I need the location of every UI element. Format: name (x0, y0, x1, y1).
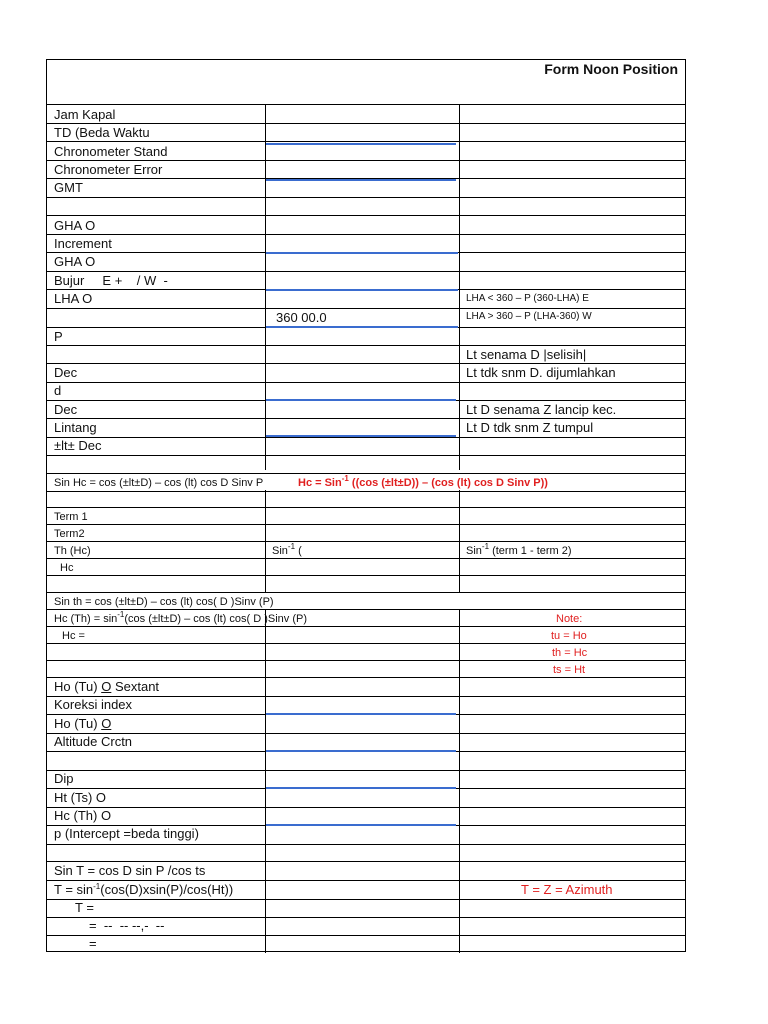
lha-constant-value: 360 00.0 (276, 310, 327, 325)
note-tu: tu = Ho (551, 630, 587, 642)
row-divider (47, 541, 685, 542)
sum-underline (266, 399, 456, 401)
sun-symbol-icon: O (101, 716, 112, 731)
formula-hc-red: Hc = Sin$^{-1}$ ((cos (±lt±D)) – (cos (lt) cos D Sinv P)) (298, 474, 548, 489)
label-gha: GHA O (54, 218, 96, 233)
sum-underline (266, 252, 458, 254)
label-dashes: = -- -- --,- -- (89, 918, 165, 933)
note-azimuth: T = Z = Azimuth (521, 882, 613, 897)
row-divider (47, 575, 685, 576)
label-term1: Term 1 (54, 511, 88, 523)
label-chronometer-stand: Chronometer Stand (54, 144, 168, 159)
sum-underline (266, 289, 458, 291)
row-divider (47, 524, 685, 525)
label-d: d (54, 383, 62, 398)
row-divider (47, 660, 685, 661)
row-divider (47, 363, 685, 364)
sum-underline (266, 750, 456, 752)
label-equals: = (89, 936, 97, 951)
column-divider (459, 104, 460, 470)
label-th-hc: Th (Hc) (54, 545, 91, 557)
label-ho-tu-sextant: Ho (Tu) O Sextant (54, 679, 160, 694)
label-ho-tu: Ho (Tu) O (54, 716, 112, 731)
label-hc: Hc (60, 562, 74, 574)
sum-underline (266, 179, 456, 181)
formula-hc-th: Hc $(Th) = \sin^{-1}(\cos$ (±lt±D) – cos (lt) cos( D )Sinv (P) (54, 610, 307, 625)
note-lt-d-senama: Lt D senama Z lancip kec. (466, 402, 617, 417)
row-divider (47, 935, 685, 936)
row-divider (47, 437, 685, 438)
label-koreksi-index: Koreksi index (54, 697, 133, 712)
lha-note-east: LHA < 360 – P (360-LHA) E (466, 293, 589, 304)
row-divider (47, 696, 685, 697)
row-divider (47, 418, 685, 419)
label-lt-dec: ±lt± Dec (54, 438, 102, 453)
row-divider (47, 770, 685, 771)
row-divider (47, 234, 685, 235)
sum-underline (266, 824, 456, 826)
label-jam-kapal: Jam Kapal (54, 107, 116, 122)
row-divider (47, 592, 685, 593)
sum-underline (266, 326, 458, 328)
row-divider (47, 123, 685, 124)
label-hc-th: Hc (Th) O (54, 808, 112, 823)
label-ht-ts: Ht (Ts) O (54, 790, 106, 805)
row-divider (47, 807, 685, 808)
row-divider (47, 558, 685, 559)
column-divider (265, 609, 266, 953)
note-lt-d-tdk: Lt D tdk snm Z tumpul (466, 420, 594, 435)
label-hc-equals: Hc = (62, 630, 85, 642)
column-divider (265, 490, 266, 592)
formula-sin-th: Sin th = cos (±lt±D) – cos (lt) cos( D )Sinv (P) (54, 596, 274, 608)
lha-note-west: LHA > 360 – P (LHA-360) W (466, 311, 592, 322)
row-divider (47, 455, 685, 456)
label-gha-total: GHA O (54, 254, 96, 269)
column-divider (459, 609, 460, 953)
row-divider (47, 643, 685, 644)
row-divider (47, 473, 685, 474)
sum-underline (266, 787, 456, 789)
row-divider (47, 844, 685, 845)
label-td: TD (Beda Waktu (54, 125, 150, 140)
row-divider (47, 899, 685, 900)
sum-underline (266, 435, 456, 437)
sin-term-cell: Sin$^{-1}$ (term 1 - term 2) (466, 542, 572, 557)
sum-underline (266, 713, 456, 715)
form-title: Form Noon Position (544, 61, 678, 77)
note-lt-tdk-snm: Lt tdk snm D. dijumlahkan (466, 365, 616, 380)
label-dec: Dec (54, 365, 78, 380)
label-term2: Term2 (54, 528, 85, 540)
noon-position-form (46, 59, 686, 952)
sum-underline (266, 143, 456, 145)
sun-symbol-icon: O (101, 679, 112, 694)
row-divider (47, 491, 685, 492)
label-bujur: Bujur E + / W - (54, 273, 168, 288)
label-lintang: Lintang (54, 420, 97, 435)
column-divider (459, 490, 460, 592)
row-divider (47, 733, 685, 734)
row-divider (47, 197, 685, 198)
row-divider (47, 215, 685, 216)
row-divider (47, 271, 685, 272)
row-divider (47, 141, 685, 142)
label-chronometer-error: Chronometer Error (54, 162, 163, 177)
column-divider (265, 104, 266, 470)
label-lha: LHA O (54, 291, 93, 306)
row-divider (47, 345, 685, 346)
row-divider (47, 880, 685, 881)
formula-sin-hc: Sin Hc = cos (±lt±D) – cos (lt) cos D Sinv P (54, 477, 264, 489)
note-heading: Note: (556, 613, 583, 625)
label-dip: Dip (54, 771, 74, 786)
note-ts: ts = Ht (553, 664, 586, 676)
label-gmt: GMT (54, 180, 83, 195)
label-increment: Increment (54, 236, 112, 251)
row-divider (47, 861, 685, 862)
row-divider (47, 382, 685, 383)
row-divider (47, 677, 685, 678)
row-divider (47, 104, 685, 105)
label-sin-t: Sin T = cos D sin P /cos ts (54, 863, 206, 878)
label-dec-corrected: Dec (54, 402, 78, 417)
label-altitude-correction: Altitude Crctn (54, 734, 133, 749)
row-divider (47, 507, 685, 508)
note-th: th = Hc (552, 647, 588, 659)
sin-inverse-cell: Sin$^{-1}$ ( (272, 542, 302, 557)
label-intercept: p (Intercept =beda tinggi) (54, 826, 199, 841)
note-lt-senama: Lt senama D |selisih| (466, 347, 587, 362)
row-divider (47, 160, 685, 161)
label-t-equals: T = (75, 900, 94, 915)
label-p: P (54, 329, 63, 344)
formula-t: $T = \sin^{-1}(\cos(D)xsin(P)/\cos(Ht))$ (54, 882, 234, 897)
